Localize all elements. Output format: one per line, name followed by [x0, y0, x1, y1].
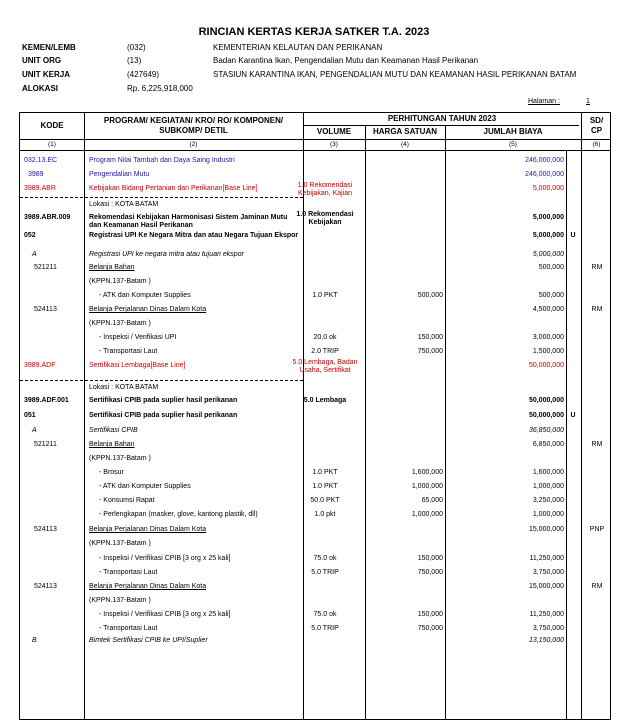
row-u-flag: U: [570, 232, 576, 239]
budget-table: [19, 112, 611, 720]
row-description: Registrasi UPI ke negara mitra atau tujuan ekspor: [89, 251, 244, 258]
row-jumlah-biaya: 3,250,000: [532, 497, 564, 504]
info-label: KEMEN/LEMB: [22, 43, 76, 52]
info-label: UNIT KERJA: [22, 70, 71, 79]
row-jumlah-biaya: 3,750,000: [532, 569, 564, 576]
col-divider: [84, 113, 85, 719]
row-jumlah-biaya: 15,000,000: [528, 526, 564, 533]
row-kode: 051: [24, 412, 36, 419]
row-jumlah-biaya: 1,500,000: [532, 348, 564, 355]
row-description: - Perlengkapan (masker, glove, kantong plastik, dll): [99, 511, 258, 518]
header-kode: KODE: [40, 121, 64, 130]
row-description: - Transportasi Laut: [99, 569, 158, 576]
row-description: Sertifikasi Lembaga[Base Line]: [89, 362, 186, 369]
info-desc: STASIUN KARANTINA IKAN, PENGENDALIAN MUTU DAN KEAMANAN HASIL PERIKANAN BATAM: [213, 70, 577, 79]
col-number: (5): [509, 141, 517, 148]
row-harga-satuan: 150,000: [417, 555, 443, 562]
row-kode: 521211: [34, 441, 57, 448]
info-row: [22, 56, 622, 68]
row-jumlah-biaya: 5,000,000: [532, 185, 564, 192]
row-kode: A: [32, 251, 37, 258]
row-volume: 1.0 PKT: [312, 483, 338, 490]
col-number: (2): [189, 141, 198, 148]
row-volume: 5.0 TRIP: [311, 625, 339, 632]
row-harga-satuan: 750,000: [417, 569, 443, 576]
row-jumlah-biaya: 50,000,000: [528, 397, 564, 404]
row-jumlah-biaya: 5,000,000: [532, 214, 564, 221]
info-desc: Badan Karantina Ikan, Pengendalian Mutu dan Keamanan Hasil Perikanan: [213, 56, 479, 65]
row-volume: 20.0 ok: [313, 334, 337, 341]
col-divider: [581, 113, 582, 719]
row-description: Sertifikasi CPIB pada suplier hasil perikanan: [89, 397, 238, 404]
row-description: Kebijakan Bidang Pertanian dan Perikanan[Base Line]: [89, 185, 258, 192]
row-volume: 5.0 Lembaga, Badan Usaha, Sertifikat: [292, 359, 358, 374]
row-description: Bimtek Sertifikasi CPIB ke UPI/Suplier: [89, 637, 208, 644]
row-kode: 524113: [34, 306, 57, 313]
row-kode: 524113: [34, 583, 57, 590]
row-harga-satuan: 1,600,000: [411, 469, 443, 476]
row-jumlah-biaya: 50,000,000: [528, 362, 564, 369]
row-description: Program Nilai Tambah dan Daya Saing Industri: [89, 157, 235, 164]
row-harga-satuan: 150,000: [417, 611, 443, 618]
page-number-label: Halaman :: [528, 98, 560, 105]
row-sd-cp: PNP: [589, 526, 605, 533]
row-description: - Inspeksi / Verifikasi CPIB [3 org x 25 kali]: [99, 555, 231, 562]
row-description: (KPPN.137-Batam ): [89, 597, 151, 604]
info-label: ALOKASI: [22, 84, 58, 93]
row-description: - ATK dan Komputer Supplies: [99, 483, 191, 490]
row-jumlah-biaya: 11,250,000: [529, 611, 564, 618]
row-jumlah-biaya: 11,250,000: [529, 555, 564, 562]
header-perhitungan: PERHITUNGAN TAHUN 2023: [387, 114, 497, 123]
row-jumlah-biaya: 13,150,000: [528, 637, 564, 644]
row-kode: 521211: [34, 264, 57, 271]
row-jumlah-biaya: 50,000,000: [528, 412, 564, 419]
row-harga-satuan: 500,000: [417, 292, 443, 299]
row-u-flag: U: [570, 412, 576, 419]
info-code: (032): [127, 43, 146, 52]
row-description: Belanja Perjalanan Dinas Dalam Kota: [89, 306, 207, 313]
row-jumlah-biaya: 5,000,000: [532, 232, 564, 239]
document-title: RINCIAN KERTAS KERJA SATKER T.A. 2023: [198, 26, 430, 38]
row-kode: 524113: [34, 526, 57, 533]
row-divider: [20, 150, 610, 151]
col-number: (3): [330, 141, 338, 148]
row-description: - Konsumsi Rapat: [99, 497, 155, 504]
row-description: (KPPN.137-Batam ): [89, 278, 151, 285]
header-volume: VOLUME: [316, 127, 352, 136]
row-sd-cp: RM: [591, 583, 603, 590]
row-volume: 50.0 PKT: [310, 497, 340, 504]
row-description: Belanja Perjalanan Dinas Dalam Kota: [89, 526, 207, 533]
col-number: (4): [401, 141, 409, 148]
header-program-line1: PROGRAM/ KEGIATAN/ KRO/ RO/ KOMPONEN/: [103, 116, 284, 125]
row-kode: 3989.ADF: [24, 362, 56, 369]
row-jumlah-biaya: 246,000,000: [525, 157, 564, 164]
header-sd-line1: SD/: [589, 116, 604, 125]
row-description: - Inspeksi / Verifikasi UPI: [99, 334, 177, 341]
row-harga-satuan: 1,000,000: [411, 483, 443, 490]
row-description: Pengendalian Mutu: [89, 171, 150, 178]
row-description: (KPPN.137-Batam ): [89, 540, 151, 547]
row-volume: 2.0 TRIP: [311, 348, 339, 355]
row-jumlah-biaya: 1,600,000: [532, 469, 564, 476]
row-description: Lokasi : KOTA BATAM: [89, 384, 159, 391]
row-description: Lokasi : KOTA BATAM: [89, 201, 159, 208]
row-kode: 3989: [28, 171, 44, 178]
row-description: (KPPN.137-Batam ): [89, 320, 151, 327]
row-description: Belanja Perjalanan Dinas Dalam Kota: [89, 583, 207, 590]
section-separator: [20, 197, 303, 198]
row-harga-satuan: 750,000: [417, 625, 443, 632]
row-jumlah-biaya: 4,500,000: [532, 306, 564, 313]
row-jumlah-biaya: 246,000,000: [525, 171, 564, 178]
row-volume: 1.0 Rekomendasi Kebijakan, Kajian: [297, 182, 353, 197]
header-harga-satuan: HARGA SATUAN: [373, 127, 437, 136]
row-description: Sertifikasi CPIB: [89, 427, 138, 434]
info-row: [22, 84, 622, 96]
row-jumlah-biaya: 1,000,000: [532, 483, 564, 490]
row-harga-satuan: 65,000: [421, 497, 443, 504]
row-description: Belanja Bahan: [89, 441, 135, 448]
row-harga-satuan: 150,000: [417, 334, 443, 341]
info-desc: KEMENTERIAN KELAUTAN DAN PERIKANAN: [213, 43, 383, 52]
row-kode: 3989.ABR.009: [24, 214, 71, 221]
row-sd-cp: RM: [591, 306, 603, 313]
row-description: - ATK dan Komputer Supplies: [99, 292, 191, 299]
info-code: (427649): [127, 70, 160, 79]
row-jumlah-biaya: 3,000,000: [532, 334, 564, 341]
row-jumlah-biaya: 6,850,000: [532, 441, 564, 448]
row-description: Rekomendasi Kebijakan Harmonisasi Sistem Jaminan Mutu dan Keamanan Hasil Perikanan: [89, 214, 288, 229]
info-label: UNIT ORG: [22, 56, 62, 65]
row-jumlah-biaya: 500,000: [538, 264, 564, 271]
section-separator: [20, 380, 303, 381]
row-kode: 032.13.EC: [24, 157, 58, 164]
row-description: (KPPN.137-Batam ): [89, 455, 151, 462]
row-description: Belanja Bahan: [89, 264, 135, 271]
row-volume: 1.0 PKT: [312, 292, 338, 299]
header-program: [84, 116, 303, 136]
row-jumlah-biaya: 1,000,000: [532, 511, 564, 518]
row-jumlah-biaya: 36,850,000: [528, 427, 564, 434]
row-jumlah-biaya: 3,750,000: [532, 625, 564, 632]
row-divider: [303, 125, 579, 126]
col-number: (6): [592, 141, 601, 148]
row-volume: 75.0 ok: [313, 611, 337, 618]
row-harga-satuan: 1,000,000: [411, 511, 443, 518]
row-description: - Inspeksi / Verifikasi CPIB [3 org x 25 kali]: [99, 611, 231, 618]
row-volume: 5.0 TRIP: [311, 569, 339, 576]
row-description: - Brosur: [99, 469, 124, 476]
info-row: [22, 70, 622, 82]
row-harga-satuan: 750,000: [417, 348, 443, 355]
row-sd-cp: RM: [591, 441, 603, 448]
row-description: Sertifikasi CPIB pada suplier hasil perikanan: [89, 412, 238, 419]
row-volume: 1.0 Rekomendasi Kebijakan: [296, 211, 354, 226]
col-divider: [445, 125, 446, 719]
row-volume: 1.0 pkt: [314, 511, 336, 518]
header-jumlah-biaya: JUMLAH BIAYA: [483, 127, 543, 136]
col-number: (1): [48, 141, 56, 148]
row-description: - Transportasi Laut: [99, 625, 158, 632]
header-sd-line2: CP: [590, 126, 603, 135]
page-number-value: 1: [586, 98, 590, 105]
row-jumlah-biaya: 15,000,000: [528, 583, 564, 590]
row-divider: [20, 139, 610, 140]
row-kode: B: [32, 637, 37, 644]
info-code: Rp. 6,225,918,000: [127, 84, 193, 93]
row-volume: 75.0 ok: [313, 555, 337, 562]
header-sd-cp: [581, 116, 612, 136]
page-number: [528, 98, 590, 105]
row-jumlah-biaya: 5,000,000: [532, 251, 564, 258]
info-row: [22, 43, 622, 55]
row-sd-cp: RM: [591, 264, 603, 271]
row-volume: 1.0 PKT: [312, 469, 338, 476]
row-kode: 3989.ADF.001: [24, 397, 69, 404]
row-volume: 5.0 Lembaga: [303, 397, 347, 404]
row-description: Registrasi UPI Ke Negara Mitra dan atau Negara Tujuan Ekspor: [89, 232, 299, 239]
row-kode: A: [32, 427, 37, 434]
row-kode: 052: [24, 232, 36, 239]
header-program-line2: SUBKOMP/ DETIL: [159, 126, 228, 135]
info-code: (13): [127, 56, 142, 65]
row-jumlah-biaya: 500,000: [538, 292, 564, 299]
row-description: - Transportasi Laut: [99, 348, 158, 355]
row-kode: 3989.ABR: [24, 185, 56, 192]
